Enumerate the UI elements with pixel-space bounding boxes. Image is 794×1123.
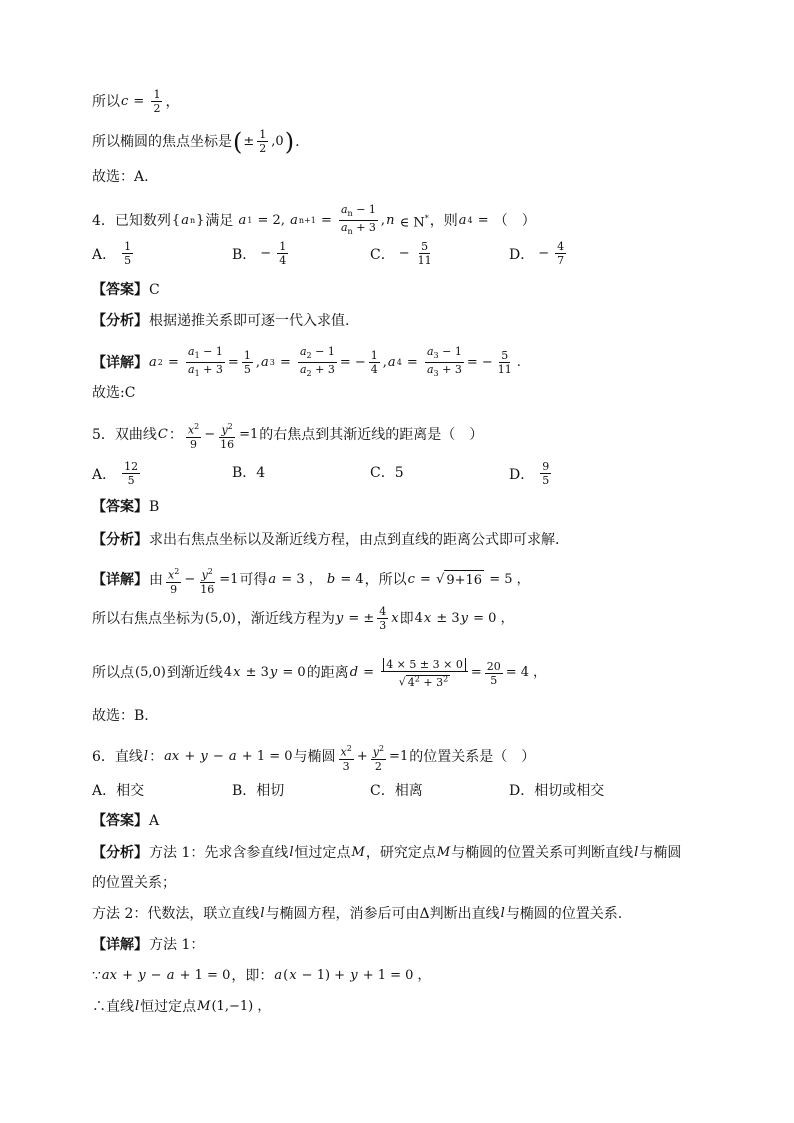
text: 所以椭圆的焦点坐标是: [92, 133, 232, 150]
q6-detail: 【详解】 方法 1：: [92, 937, 205, 953]
q6-analysis: 【分析】 方法 1：先求含参直线 l 恒过定点 M ，研究定点 M 与椭圆的位置关系可判断直线 l 与椭圆: [92, 845, 682, 861]
option-a: A． $\frac{12}{5}$: [92, 460, 139, 487]
q5-analysis: 【分析】 求出右焦点坐标以及渐近线方程，由点到直线的距离公式即可求解.: [92, 532, 560, 548]
q5-detail-2: 所以右焦点坐标为 (5,0) ，渐近线方程为 y = ± $\frac{4}{3}$ x 即 4 x ± 3 y = 0 ，: [92, 605, 514, 632]
option-b: B．相切: [232, 783, 285, 799]
text: 所以: [92, 93, 120, 110]
q6-detail-2: ∵ ax + y − a + 1 = 0 ，即： a ( x − 1) + y + 1 = 0 ，: [92, 968, 431, 984]
answer-line: 故选：A.: [92, 169, 149, 185]
q5-answer: 【答案】 B: [92, 499, 160, 515]
q6-method-2: 方法 2：代数法，联立直线 l 与椭圆方程，消参后可由Δ判断出直线 l 与椭圆的位置关系.: [92, 906, 623, 922]
math: c: [121, 93, 129, 109]
option-b: B． − $\frac{1}{4}$: [232, 240, 287, 267]
q4-answer: 【答案】 C: [92, 282, 160, 298]
q4-analysis: 【分析】 根据递推关系即可逐一代入求值.: [92, 313, 350, 329]
option-d: D． − $\frac{4}{7}$: [509, 240, 565, 267]
option-c: C．相离: [370, 783, 423, 799]
line-focus-coords: 所以椭圆的焦点坐标是 ( ± $\frac{1}{2}$ ,0 ) .: [92, 127, 300, 156]
question-4-stem: 4．已知数列 { a n } 满足 a 1 = 2, a n+1 = $\frac{a_n - 1}{a_n + 3}$ , n ∈ N* ，则 a 4 = （ ）: [92, 203, 536, 237]
fraction: $\frac{1}{2}$: [153, 88, 161, 115]
question-6-stem: 6．直线 l ： ax + y − a + 1 = 0 与椭圆 $\frac{x^2}{3}$ + $\frac{y^2}{2}$ =1 的位置关系是（ ）: [92, 744, 536, 773]
line-c-value: 所以 c = $\frac{1}{2}$ ，: [92, 88, 180, 115]
q6-answer: 【答案】 A: [92, 813, 160, 829]
q5-end: 故选：B.: [92, 708, 149, 724]
q6-detail-3: ∴直线 l 恒过定点 M (1,−1) ，: [92, 999, 271, 1015]
option-c: C． − $\frac{5}{11}$: [370, 240, 432, 267]
q4-detail: 【详解】 a 2 = $\frac{a_1 - 1}{a_1 + 3}$ = $\frac{1}{5}$ , a 3 = $\frac{a_2 - 1}{a_2 + 3}$ = − $\frac{1}{4}$ , a 4 = $\frac{a_3 - 1}{a_3 + 3}$ = − $\frac{5}{11}$ .: [92, 345, 521, 379]
option-d: D． $\frac{9}{5}$: [509, 460, 550, 487]
option-a: A．相交: [92, 783, 145, 799]
option-d: D．相切或相交: [509, 783, 605, 799]
question-5-stem: 5．双曲线 C ： $\frac{x^2}{9}$ − $\frac{y^2}{16}$ =1 的右焦点到其渐近线的距离是（ ）: [92, 422, 484, 451]
q4-end: 故选:C: [92, 385, 136, 401]
option-c: C．5: [370, 465, 404, 481]
q6-analysis-cont: 的位置关系；: [92, 875, 176, 891]
option-a: A． $\frac{1}{5}$: [92, 240, 132, 267]
option-b: B．4: [232, 465, 266, 481]
q5-detail-1: 【详解】 由 $\frac{x^2}{9}$ − $\frac{y^2}{16}$ =1 可得 a = 3 ， b = 4 ，所以 c = √ 9+16 = 5 ，: [92, 567, 530, 596]
q5-detail-3: 所以点 (5,0) 到渐近线 4 x ± 3 y = 0 的距离 d = $\frac{4 \times 5 \pm 3 \times 0}{√ 4^2 + 3^2}$ = $\frac{20}{5}$ = 4 ，: [92, 658, 547, 689]
